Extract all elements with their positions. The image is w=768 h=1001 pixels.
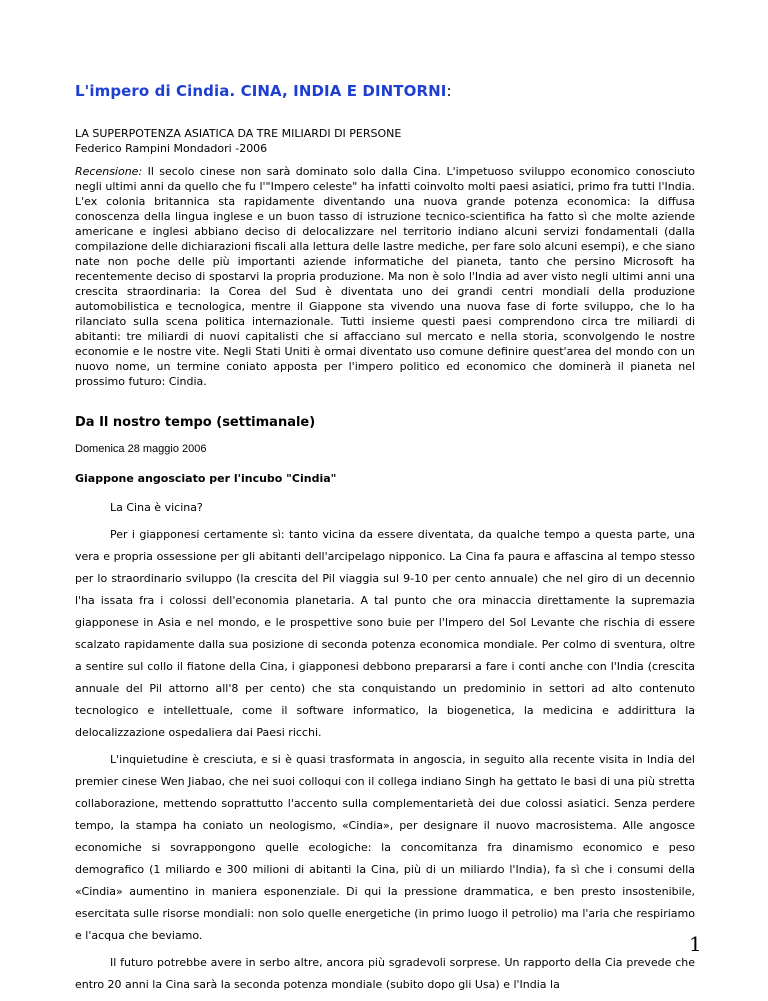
section-heading: Da Il nostro tempo (settimanale) — [75, 415, 316, 430]
review-text: Il secolo cinese non sarà dominato solo dalla Cina. L'impetuoso sviluppo economico conosciuto negli ultimi anni da quello che fu l'"Impero celeste" ha infatti coinvolto molti paesi asiatici, primo fra tutti l'India. L'ex colonia britannica sta rapidamente diventando una nuova grande potenza economica: la diffusa conoscenza della lingua inglese e un buon tasso di istruzione tecnico-scientifica ha fatto sì che molte aziende americane e inglesi abbiano deciso di delocalizzare nel territorio indiano alcuni servizi fondamentali (dalla compilazione delle dichiarazioni fiscali alla lettura delle lastre mediche, per fare solo alcuni esempi), e che siano nate non poche delle più importanti aziende informatiche del pianeta, tanto che persino Microsoft ha recentemente deciso di spostarvi la propria produzione. Ma non è solo l'India ad aver visto negli ultimi anni una crescita straordinaria: la Corea del Sud è diventata uno dei grandi centri mondiali della produzione automobilistica e tecnologica, mentre il Giappone sta vivendo una nuova fase di forte sviluppo, che lo ha rilanciato sulla scena politica internazionale. Tutti insieme questi paesi comprendono circa tre miliardi di abitanti: tre miliardi di nuovi capitalisti che si affacciano sul mercato e nella storia, sconvolgendo le nostre economie e le nostre vite. Negli Stati Uniti è ormai diventato uso comune definire quest'area del mondo con un nuovo nome, un termine coniato apposta per l'impero politico ed economico che dominerà il pianeta nel prossimo futuro: Cindia. — [75, 165, 696, 388]
page-number: 1 — [689, 932, 702, 956]
article-paragraph: L'inquietudine è cresciuta, e si è quasi trasformata in angoscia, in seguito alla recente visita in India del premier cinese Wen Jiabao, che nei suoi colloqui con il collega indiano Singh ha gettato le basi di una più stretta collaborazione, mettendo soprattutto l'accento sulla complementarietà dei due colossi asiatici. Senza perdere tempo, la stampa ha coniato un neologismo, «Cindia», per designare il nuovo macrosistema. Alle angosce economiche si sovrappongono quelle ecologiche: la concomitanza fra dinamismo economico e peso demografico (1 miliardo e 300 milioni di abitanti la Cina, più di un miliardo l'India), fa sì che i consumi della «Cindia» aumentino in maniera esponenziale. Di qui la pressione drammatica, e ben presto insostenibile, esercitata sulle risorse mondiali: non solo quelle energetiche (in primo luogo il petrolio) ma l'aria che respiriamo e l'acqua che beviamo. — [75, 753, 695, 942]
book-title-colon: : — [446, 82, 452, 100]
article-paragraph: La Cina è vicina? — [110, 501, 203, 514]
article-body — [75, 497, 695, 1001]
article-paragraph: Il futuro potrebbe avere in serbo altre, ancora più sgradevoli sorprese. Un rapporto della Cia prevede che entro 20 anni la Cina sarà la seconda potenza mondiale (subito dopo gli Usa) e l'India la — [75, 956, 695, 991]
review-paragraph — [75, 164, 695, 389]
book-author-publisher: Federico Rampini Mondadori -2006 — [75, 142, 268, 155]
book-title-main: L'impero di Cindia. CINA, INDIA E DINTORNI — [75, 82, 447, 100]
article-title: Giappone angosciato per l'incubo "Cindia" — [75, 472, 337, 485]
book-subtitle: LA SUPERPOTENZA ASIATICA DA TRE MILIARDI DI PERSONE — [75, 127, 402, 140]
book-title — [75, 82, 695, 100]
article-paragraph: Per i giapponesi certamente sì: tanto vicina da essere diventata, da qualche tempo a questa parte, una vera e propria ossessione per gli abitanti dell'arcipelago nipponico. La Cina fa paura e affascina al tempo stesso per lo straordinario sviluppo (la crescita del Pil viaggia sul 9-10 per cento annuale) che nel giro di un decennio l'ha issata fra i colossi dell'economia planetaria. A tal punto che ora minaccia direttamente la supremazia giapponese in Asia e nel mondo, e le prospettive sono buie per l'Impero del Sol Levante che rischia di essere scalzato rapidamente dalla sua posizione di seconda potenza economica mondiale. Per colmo di sventura, oltre a sentire sul collo il fiatone della Cina, i giapponesi debbono prepararsi a fare i conti anche con l'India (crescita annuale del Pil attorno all'8 per cento) che sta conquistando un predominio in settori ad alto contenuto tecnologico e intellettuale, come il software informatico, la biogenetica, la medicina e addirittura la delocalizzazione ospedaliera dai Paesi ricchi. — [75, 528, 695, 739]
review-label: Recensione: — [75, 165, 143, 178]
article-date: Domenica 28 maggio 2006 — [75, 443, 207, 455]
